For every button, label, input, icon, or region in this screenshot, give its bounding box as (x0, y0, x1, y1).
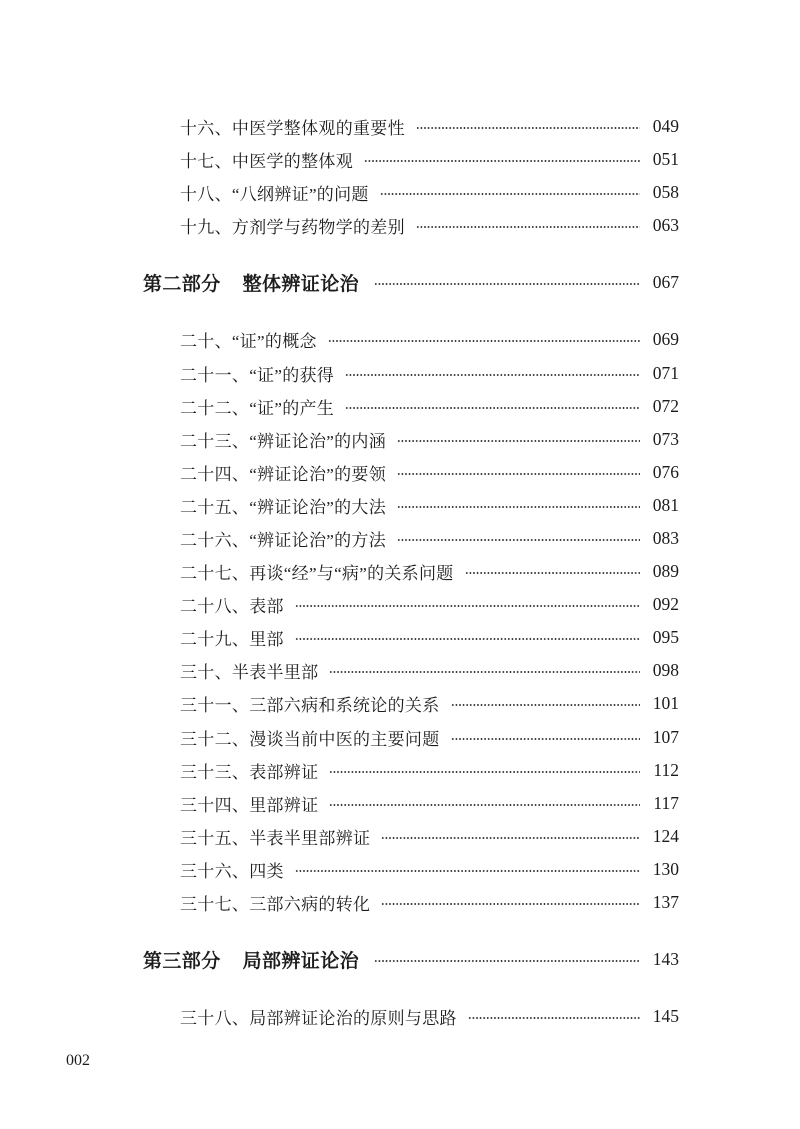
leader-dots (345, 406, 640, 410)
toc-entry-title: 二十五、“辨证论治”的大法 (180, 497, 386, 517)
toc-entry-page: 083 (652, 527, 679, 548)
toc-entry-page: 089 (652, 561, 679, 582)
toc-entry (180, 1000, 679, 1033)
toc-entry-title: 二十二、“证”的产生 (180, 398, 335, 418)
toc-entry (180, 555, 679, 588)
leader-dots (295, 869, 640, 873)
part-heading (143, 943, 679, 976)
toc-entry (180, 820, 679, 853)
toc-entry-page: 051 (652, 149, 679, 170)
folio-page-number: 002 (66, 1052, 90, 1069)
toc-entry-page: 124 (652, 825, 679, 846)
toc-entry (180, 687, 679, 720)
toc-entry-title: 三十八、局部辨证论治的原则与思路 (180, 1009, 457, 1029)
part-label: 第三部分 (143, 951, 221, 973)
toc-entry (180, 356, 679, 389)
toc-entry (180, 621, 679, 654)
leader-dots (374, 282, 640, 286)
toc-entry-page: 069 (652, 329, 679, 350)
toc-entry-title: 三十一、三部六病和系统论的关系 (180, 696, 440, 716)
leader-dots (468, 1016, 640, 1020)
toc-entry-page: 076 (652, 461, 679, 482)
toc-entry (180, 787, 679, 820)
toc-entry-page: 130 (652, 858, 679, 879)
toc-entry-page: 081 (652, 494, 679, 515)
toc-entry-title: 十九、方剂学与药物学的差别 (180, 218, 405, 238)
part-page: 067 (652, 272, 679, 293)
toc-entry-page: 137 (652, 892, 679, 913)
toc-entry-title: 二十、“证”的概念 (180, 332, 317, 352)
toc-entry (180, 390, 679, 423)
leader-dots (451, 703, 641, 707)
leader-dots (329, 770, 640, 774)
toc-entry-page: 058 (652, 182, 679, 203)
leader-dots (451, 737, 641, 741)
toc-entry (180, 522, 679, 555)
part-heading (143, 266, 679, 299)
toc-entry-title: 三十七、三部六病的转化 (180, 895, 371, 915)
leader-dots (397, 505, 640, 509)
toc-entry-title: 二十一、“证”的获得 (180, 365, 335, 385)
part-label: 第二部分 (143, 274, 221, 296)
toc-entry-title: 三十二、漫谈当前中医的主要问题 (180, 729, 440, 749)
leader-dots (397, 472, 640, 476)
part-page: 143 (652, 949, 679, 970)
toc-entry-title: 三十、半表半里部 (180, 663, 319, 683)
toc-entry-page: 073 (652, 428, 679, 449)
toc-entry-title: 三十六、四类 (180, 861, 284, 881)
toc-entry (180, 456, 679, 489)
toc-entry-page: 092 (652, 594, 679, 615)
toc-entry (180, 423, 679, 456)
toc-entry (180, 721, 679, 754)
toc-entry (180, 654, 679, 687)
leader-dots (397, 538, 640, 542)
leader-dots (364, 159, 640, 163)
leader-dots (295, 604, 640, 608)
toc-entry (180, 110, 679, 143)
toc-entry (180, 143, 679, 176)
toc-entry-page: 107 (652, 726, 679, 747)
toc-entry (180, 323, 679, 356)
leader-dots (329, 803, 640, 807)
toc-entry-title: 三十三、表部辨证 (180, 762, 319, 782)
toc-entry-title: 三十四、里部辨证 (180, 795, 319, 815)
toc-entry (180, 853, 679, 886)
toc-entry-title: 二十三、“辨证论治”的内涵 (180, 431, 386, 451)
toc-entry-title: 二十八、表部 (180, 597, 284, 617)
toc-entry (180, 754, 679, 787)
toc-entry-page: 072 (652, 395, 679, 416)
toc-entry-title: 十八、“八纲辨证”的问题 (180, 185, 369, 205)
leader-dots (328, 339, 640, 343)
toc-entry-page: 049 (652, 116, 679, 137)
table-of-contents (0, 110, 800, 1033)
leader-dots (416, 126, 640, 130)
toc-entry-title: 二十六、“辨证论治”的方法 (180, 530, 386, 550)
toc-entry-title: 二十九、里部 (180, 630, 284, 650)
leader-dots (295, 637, 640, 641)
toc-entry-title: 十七、中医学的整体观 (180, 152, 353, 172)
toc-entry-page: 071 (652, 362, 679, 383)
part-title: 局部辨证论治 (242, 951, 360, 973)
toc-entry-page: 117 (653, 792, 679, 813)
leader-dots (397, 439, 640, 443)
toc-entry-title: 二十七、再谈“经”与“病”的关系问题 (180, 564, 454, 584)
toc-entry (180, 489, 679, 522)
toc-entry-page: 112 (653, 759, 679, 780)
leader-dots (381, 902, 640, 906)
toc-entry-title: 十六、中医学整体观的重要性 (180, 119, 405, 139)
leader-dots (380, 192, 640, 196)
toc-entry-title: 三十五、半表半里部辨证 (180, 828, 371, 848)
leader-dots (329, 670, 640, 674)
part-title: 整体辨证论治 (242, 274, 360, 296)
leader-dots (374, 959, 640, 963)
toc-entry (180, 588, 679, 621)
toc-entry-page: 098 (652, 660, 679, 681)
toc-entry-page: 063 (652, 215, 679, 236)
toc-entry (180, 209, 679, 242)
toc-entry-page: 095 (652, 627, 679, 648)
leader-dots (465, 571, 640, 575)
toc-entry (180, 886, 679, 919)
toc-entry-page: 145 (652, 1006, 679, 1027)
toc-entry-title: 二十四、“辨证论治”的要领 (180, 464, 386, 484)
leader-dots (416, 225, 640, 229)
leader-dots (381, 836, 640, 840)
leader-dots (345, 373, 640, 377)
toc-entry-page: 101 (652, 693, 679, 714)
toc-entry (180, 176, 679, 209)
